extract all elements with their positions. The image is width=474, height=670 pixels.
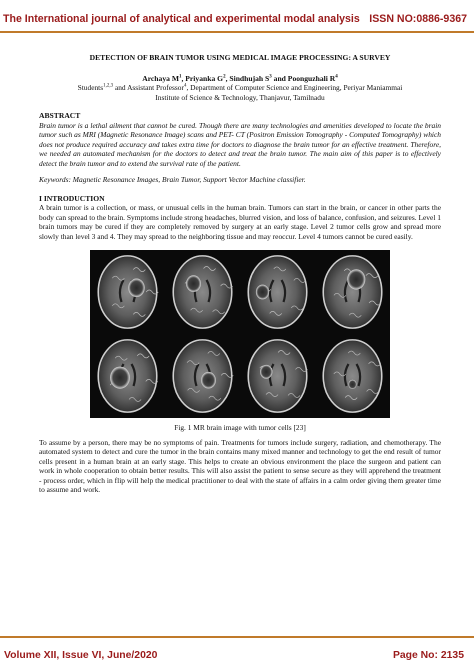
intro-heading: I INTRODUCTION — [39, 193, 105, 203]
page-header — [0, 0, 474, 36]
author-3: , Sindhujah S — [225, 73, 270, 83]
figure-caption: Fig. 1 MR brain image with tumor cells [23] — [174, 423, 306, 432]
keywords-line: Keywords: Magnetic Resonance Images, Brain Tumor, Support Vector Machine classifier. — [39, 175, 306, 184]
affiliation — [39, 83, 441, 102]
mri-slice-image — [98, 256, 158, 328]
mri-scan-grid — [90, 250, 390, 418]
mri-slice-image — [248, 256, 307, 328]
author-4-sup: 4 — [335, 73, 338, 79]
affiliation-students: Students — [77, 83, 104, 92]
author-2: , Priyanka G — [181, 73, 224, 83]
mri-slice-image — [248, 340, 307, 412]
intro-paragraph-2: To assume by a person, there may be no symptoms of pain. Treatments for tumors include surgery, radiation, and chemotherapy. The automated system to detect and cure the tumor in the brain contains many mixed manner and technology to get the end result of tumor cells present in a human brain at an early stage. This helps to create an obvious environment the place the surgeon and patient can work in whole cooperation to obtain better results. This will also assist the patient to sense secure as they will apprehend the treatment - process order, which in flip will help the medical practitioner to deal with the state of affairs in a calm order giving them greater time to assume and work. — [39, 437, 441, 494]
author-1-sup: 1 — [179, 73, 182, 79]
intro-paragraph-1: A brain tumor is a collection, or mass, or unusual cells in the human brain. Tumors can start in the brain, or cancer in other parts the body can spread to the brain. Symptoms include strong headaches, blurred vision, and loss of balance, confusion, and seizures. Level 1 brain tumors may be cured if they are completely removed by surgery at an early stage. Level 2 tumor cells grow and spread more slowly than level 3 and 4. They may spread to the neighboring tissue and may reoccur. Level 4 tumors cannot be cured easily. — [39, 203, 441, 241]
volume-info: Volume XII, Issue VI, June/2020 — [4, 650, 158, 661]
abstract-heading: ABSTRACT — [39, 111, 81, 120]
page-number: Page No: 2135 — [392, 650, 464, 661]
footer-rule — [0, 636, 474, 638]
paper-body — [39, 53, 441, 495]
mri-slice-image — [173, 256, 232, 328]
mri-figure — [90, 250, 390, 418]
author-2-sup: 2 — [223, 73, 226, 79]
author-line — [39, 74, 441, 84]
affiliation-line-1 — [39, 83, 441, 93]
affiliation-department: , Department of Computer Science and Engineering, Periyar Maniammai — [186, 83, 403, 92]
issn-number: ISSN NO:0886-9367 — [369, 13, 467, 25]
author-1: Archaya M — [142, 73, 179, 83]
mri-slice-image — [323, 340, 382, 412]
affiliation-sup-2: 4 — [183, 83, 187, 89]
mri-slice-image — [323, 256, 382, 328]
author-4: and Poonguzhali R — [271, 73, 336, 83]
mri-slice-image — [98, 340, 158, 412]
paper-title: DETECTION OF BRAIN TUMOR USING MEDICAL IMAGE PROCESSING: A SURVEY — [89, 53, 391, 62]
page-footer — [0, 636, 474, 670]
mri-slice-image — [173, 340, 233, 412]
abstract-text: Brain tumor is a lethal ailment that cannot be cured. Though there are many technologies and amenities developed to locate the brain tumor such as MRI (Magnetic Resonance Image) scans and PET- CT (Positron Emission Tomography - Computed Tomography) which does not produce required accuracy and takes extra time for doctors to diagnose the brain tumor for an effective treatment. Therefore, we needed an automated mechanism for the doctors to detect and treat the brain tumor. The main aim of this paper is to effectively detect the brain tumor and to extend the survival rate of the patient. — [39, 120, 441, 168]
header-rule — [0, 31, 474, 33]
affiliation-line-2: Institute of Science & Technology, Thanjavur, Tamilnadu — [155, 92, 325, 102]
author-3-sup: 3 — [269, 73, 272, 79]
affiliation-professor: and Assistant Professor — [113, 83, 184, 92]
journal-name: The International journal of analytical and experimental modal analysis — [3, 13, 360, 25]
affiliation-sup-1: 1,2,3 — [103, 83, 114, 89]
